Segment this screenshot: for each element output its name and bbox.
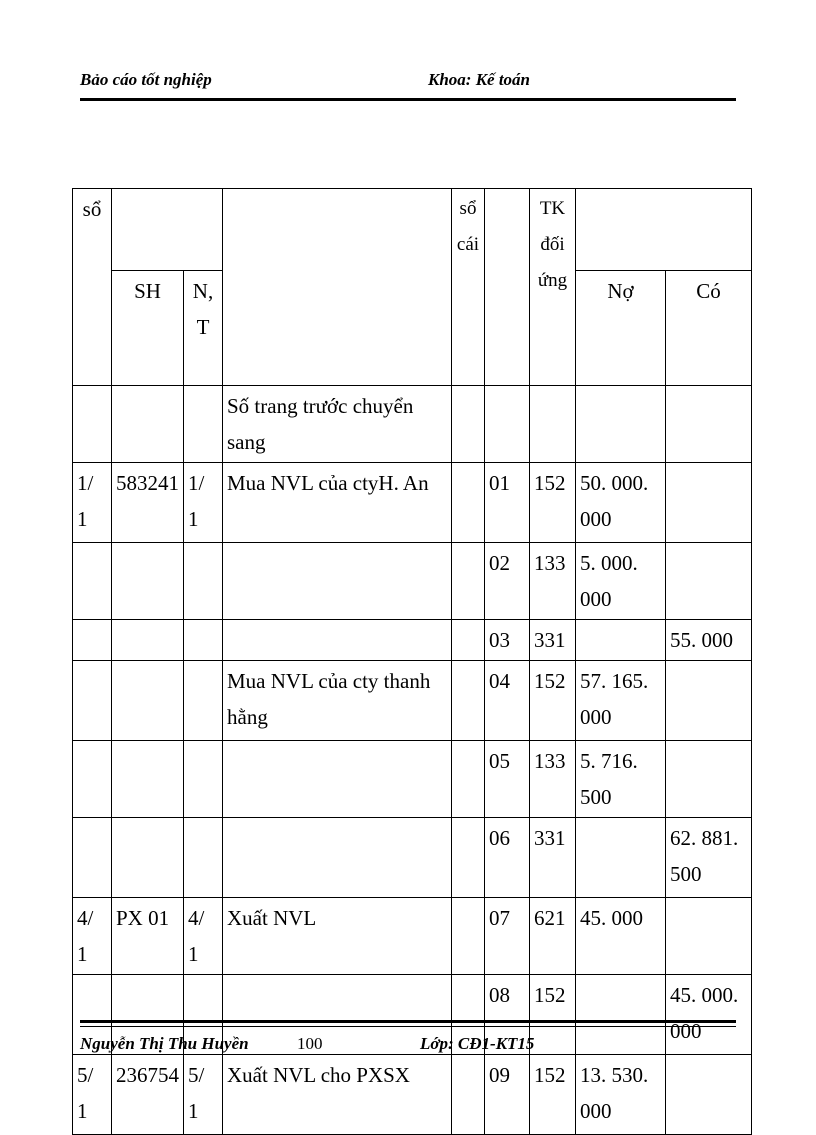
cell-tk: 152 [530, 661, 576, 741]
cell-so: 5/ 1 [73, 1055, 112, 1135]
cell-desc: Mua NVL của ctyH. An [223, 463, 452, 543]
header-divider [80, 98, 736, 101]
cell-sc [452, 661, 485, 741]
header-so: sổ [73, 189, 112, 386]
cell-tk: 133 [530, 543, 576, 620]
header-so-cai: sổ cái [452, 189, 485, 386]
cell-so: 4/ 1 [73, 898, 112, 975]
cell-co [666, 661, 752, 741]
cell-so [73, 741, 112, 818]
table-row [73, 463, 752, 543]
cell-no: 13. 530. 000 [576, 1055, 666, 1135]
cell-sh: PX 01 [112, 898, 184, 975]
cell-nt [184, 818, 223, 898]
header-left: Bảo cáo tốt nghiệp [80, 70, 212, 89]
cell-co [666, 386, 752, 463]
cell-nt: 4/ 1 [184, 898, 223, 975]
cell-stt: 01 [485, 463, 530, 543]
cell-tk: 621 [530, 898, 576, 975]
cell-stt: 06 [485, 818, 530, 898]
cell-no [576, 975, 666, 1055]
cell-so: 1/ 1 [73, 463, 112, 543]
cell-no [576, 386, 666, 463]
cell-nt [184, 386, 223, 463]
cell-desc [223, 975, 452, 1055]
cell-sc [452, 463, 485, 543]
cell-stt [485, 386, 530, 463]
cell-sc [452, 818, 485, 898]
table-row [73, 386, 752, 463]
cell-sc [452, 741, 485, 818]
cell-tk: 331 [530, 620, 576, 661]
cell-no: 57. 165. 000 [576, 661, 666, 741]
cell-sh: 583241 [112, 463, 184, 543]
table-row [73, 741, 752, 818]
cell-desc [223, 818, 452, 898]
cell-stt: 09 [485, 1055, 530, 1135]
cell-stt: 07 [485, 898, 530, 975]
cell-tk: 133 [530, 741, 576, 818]
cell-no: 5. 716. 500 [576, 741, 666, 818]
cell-tk: 152 [530, 1055, 576, 1135]
cell-stt: 05 [485, 741, 530, 818]
cell-desc: Xuất NVL cho PXSX [223, 1055, 452, 1135]
journal-table [72, 188, 752, 1135]
cell-so [73, 543, 112, 620]
cell-sc [452, 543, 485, 620]
cell-co [666, 741, 752, 818]
cell-desc: Xuất NVL [223, 898, 452, 975]
cell-stt: 03 [485, 620, 530, 661]
table-row [73, 620, 752, 661]
cell-co: 55. 000 [666, 620, 752, 661]
cell-sh [112, 543, 184, 620]
cell-sh [112, 620, 184, 661]
header-so-phat-sinh [576, 189, 752, 271]
cell-desc: Số trang trước chuyển sang [223, 386, 452, 463]
footer-divider [80, 1020, 736, 1023]
cell-desc [223, 620, 452, 661]
cell-tk: 331 [530, 818, 576, 898]
cell-sh [112, 661, 184, 741]
cell-nt: 5/ 1 [184, 1055, 223, 1135]
cell-no: 5. 000. 000 [576, 543, 666, 620]
cell-no: 50. 000. 000 [576, 463, 666, 543]
header-chung-tu [112, 189, 223, 271]
cell-tk: 152 [530, 975, 576, 1055]
header-co: Có [666, 271, 752, 386]
header-nt: N, T [184, 271, 223, 386]
cell-no [576, 818, 666, 898]
table-row [73, 898, 752, 975]
cell-stt: 04 [485, 661, 530, 741]
cell-desc [223, 543, 452, 620]
cell-nt: 1/ 1 [184, 463, 223, 543]
cell-no: 45. 000 [576, 898, 666, 975]
cell-sh: 236754 [112, 1055, 184, 1135]
cell-stt: 02 [485, 543, 530, 620]
cell-sc [452, 620, 485, 661]
header-tk-doi-ung: TK đối ứng [530, 189, 576, 386]
cell-so [73, 386, 112, 463]
cell-tk [530, 386, 576, 463]
footer-class: Lớp: CĐ1-KT15 [420, 1034, 535, 1053]
cell-nt [184, 620, 223, 661]
footer-divider-thin [80, 1026, 736, 1027]
table-row [73, 543, 752, 620]
cell-so [73, 620, 112, 661]
cell-co [666, 898, 752, 975]
cell-sc [452, 386, 485, 463]
cell-no [576, 620, 666, 661]
cell-nt [184, 543, 223, 620]
cell-tk: 152 [530, 463, 576, 543]
header-no: Nợ [576, 271, 666, 386]
cell-co [666, 463, 752, 543]
cell-co [666, 543, 752, 620]
table-row [73, 661, 752, 741]
cell-co: 62. 881. 500 [666, 818, 752, 898]
cell-desc [223, 741, 452, 818]
cell-nt [184, 661, 223, 741]
cell-so [73, 818, 112, 898]
footer-author: Nguyễn Thị Thu Huyền [80, 1034, 249, 1053]
cell-so [73, 661, 112, 741]
cell-stt: 08 [485, 975, 530, 1055]
cell-sh [112, 818, 184, 898]
cell-sh [112, 386, 184, 463]
table-row [73, 818, 752, 898]
header-sh: SH [112, 271, 184, 386]
cell-sc [452, 898, 485, 975]
cell-sh [112, 741, 184, 818]
header-stt [485, 189, 530, 386]
header-right: Khoa: Kế toán [428, 70, 531, 89]
cell-co: 45. 000. 000 [666, 975, 752, 1055]
footer-page-number: 100 [297, 1034, 323, 1053]
header-dien-giai [223, 189, 452, 386]
cell-desc: Mua NVL của cty thanh hằng [223, 661, 452, 741]
cell-nt [184, 741, 223, 818]
